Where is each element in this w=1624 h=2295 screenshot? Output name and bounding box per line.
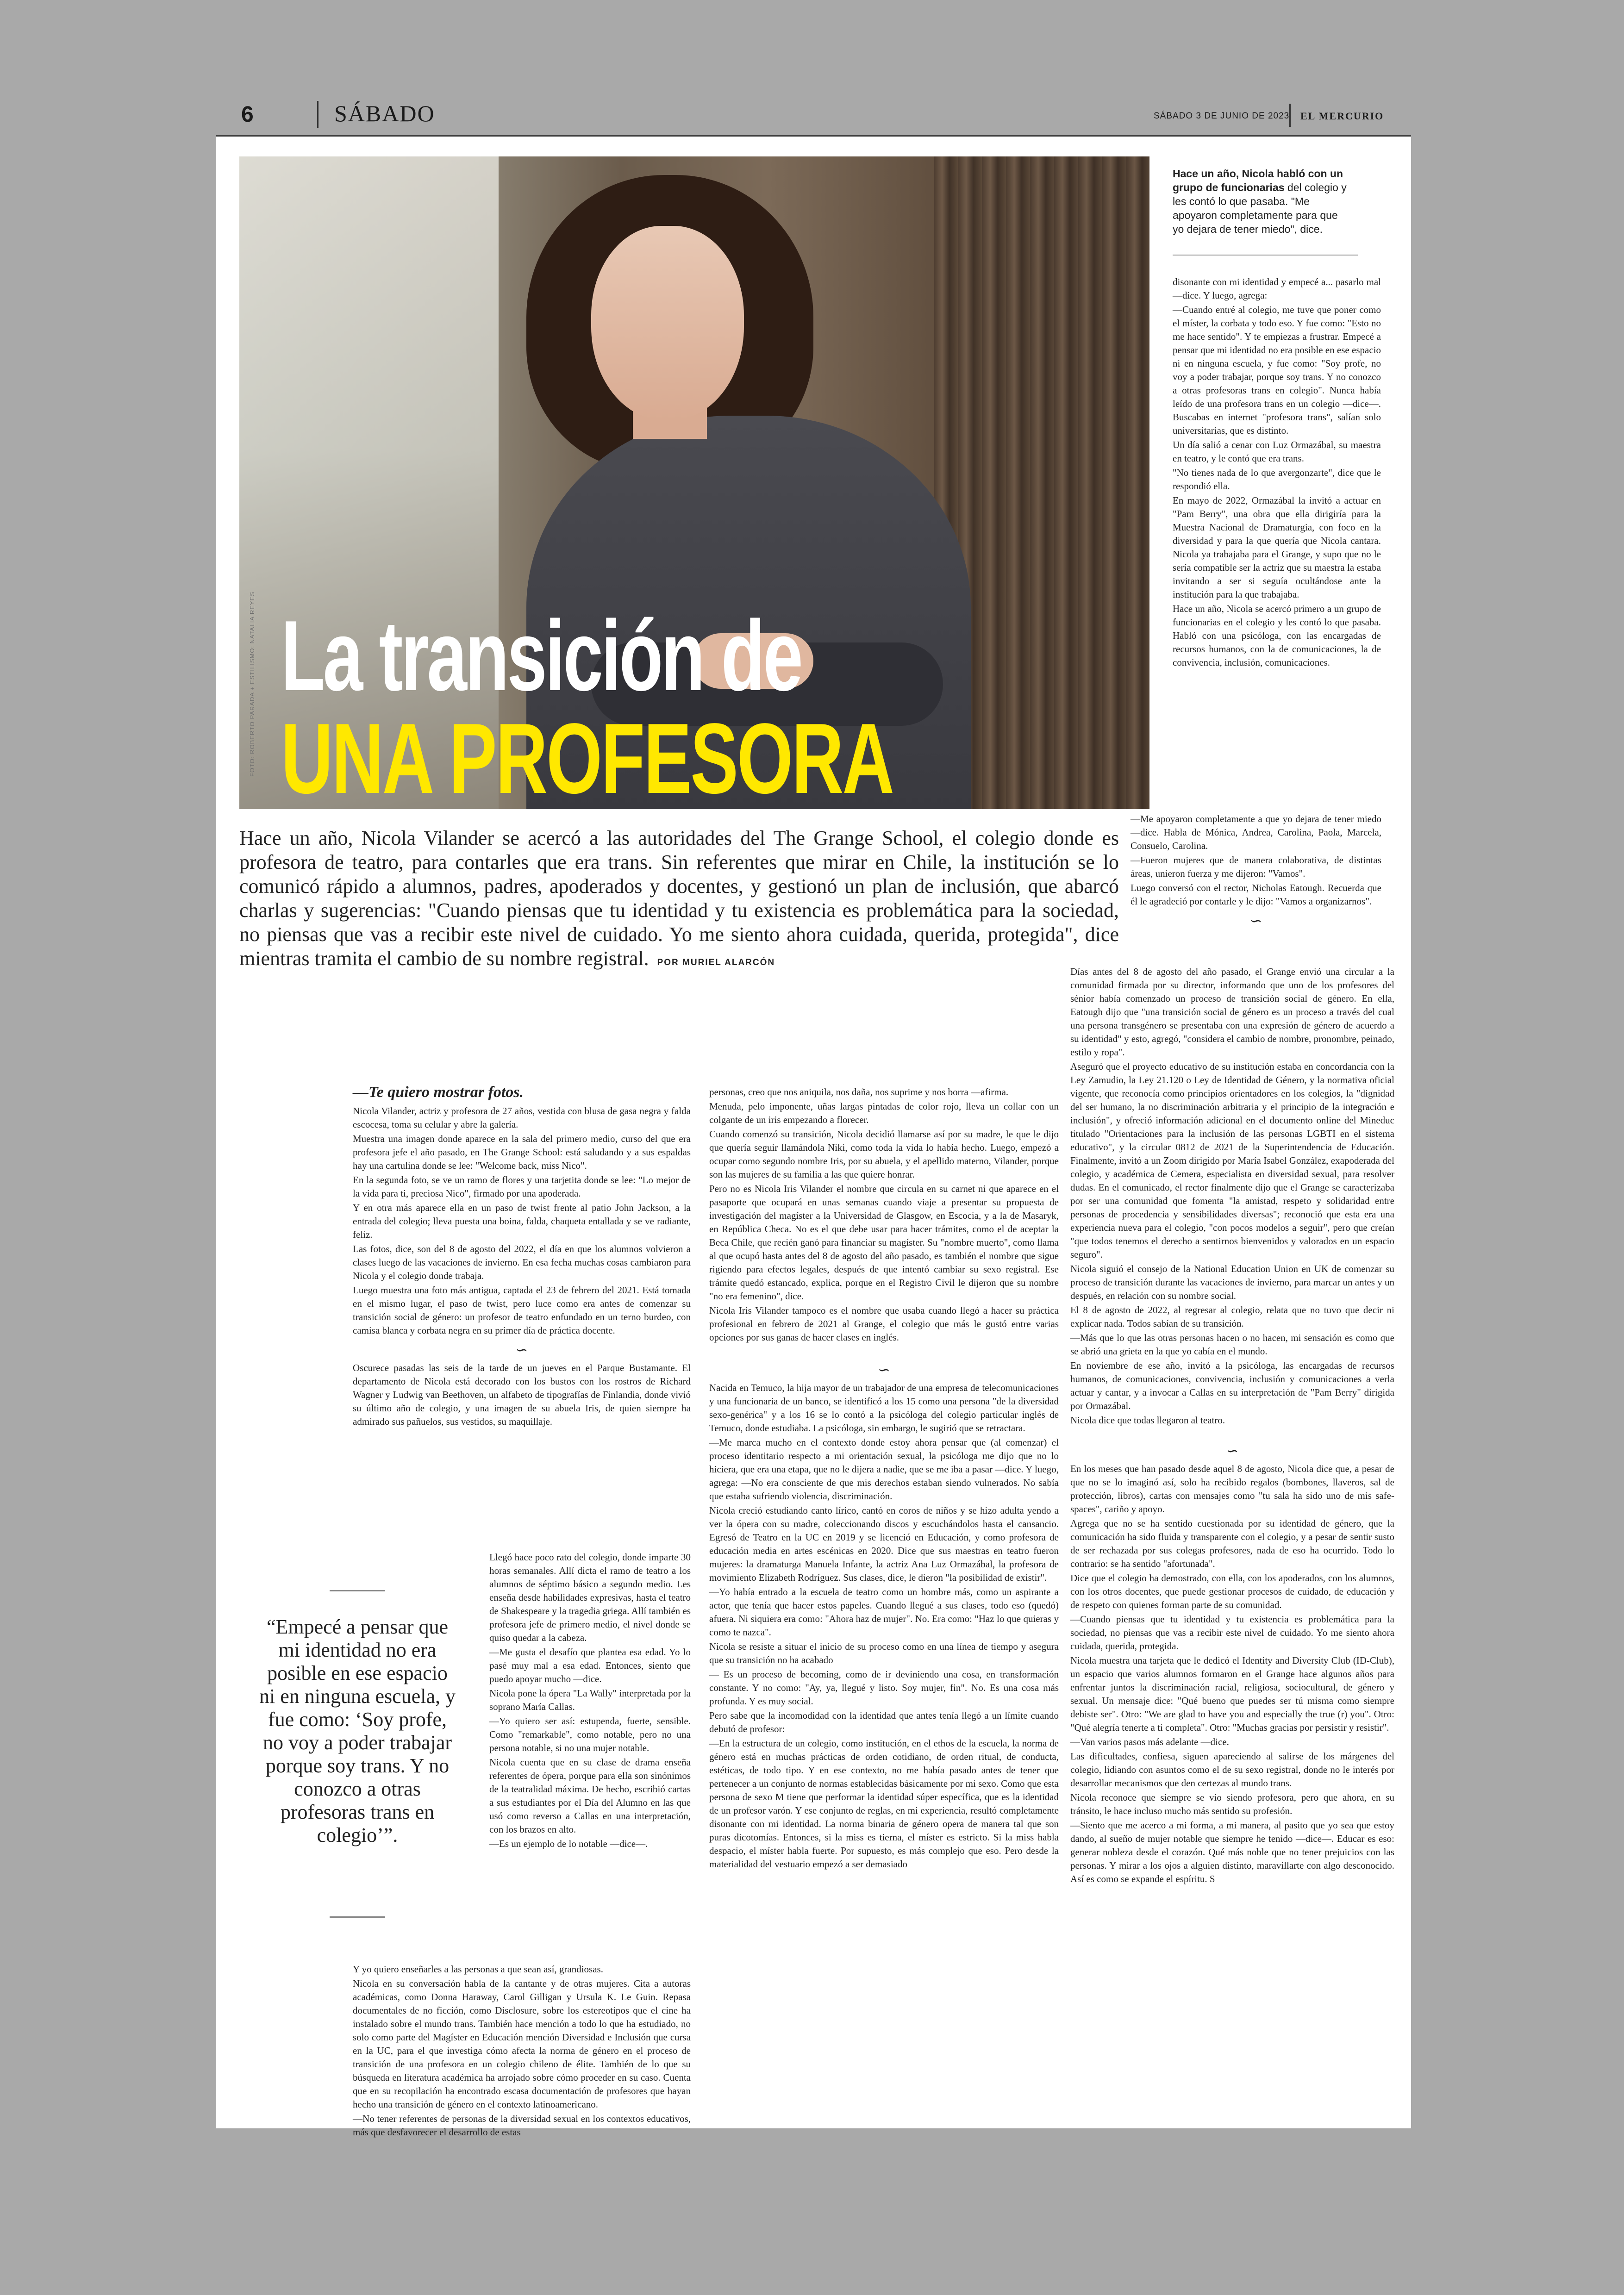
article-paragraph: Nicola pone la ópera "La Wally" interpretada por la soprano María Callas. bbox=[489, 1688, 691, 1712]
header-divider bbox=[1289, 104, 1291, 127]
article-paragraph: —Es un ejemplo de lo notable —dice—. bbox=[489, 1838, 648, 1849]
issue-date: SÁBADO 3 DE JUNIO DE 2023 bbox=[1154, 111, 1290, 121]
article-paragraph: Nicola cuenta que en su clase de drama enseña referentes de ópera, porque para ella son sinónimos de la teatralidad máxima. De hecho, escribió cartas a sus estudiantes por el Día del Alumno en las que usó como reverso a Callas en una interpretación, con los brazos en alto. bbox=[489, 1757, 691, 1835]
headline-line-2: UNA PROFESORA bbox=[281, 702, 893, 809]
article-paragraph: Cuando comenzó su transición, Nicola decidió llamarse así por su madre, le que le dijo que quería seguir llamándola Niki, como toda la vida lo había hecho. Luego, empezó a ocupar como segundo nombre Iris, por su abuela, y el apellido materno, Vilander, porque son las mujeres de su familia a las que quiere honrar. bbox=[709, 1129, 1059, 1180]
article-column-2 bbox=[709, 1085, 1059, 1872]
article-column-1 bbox=[353, 1083, 691, 1429]
article-paragraph: —Fueron mujeres que de manera colaborativa, de distintas áreas, unieron fuerza y me dijeron: "Vamos". bbox=[1131, 854, 1381, 879]
article-paragraph: El 8 de agosto de 2022, al regresar al colegio, relata que no tuvo que decir ni explicar nada. Todos sabían de su transición. bbox=[1070, 1304, 1394, 1329]
col1b-block bbox=[353, 1361, 691, 1428]
article-paragraph: Llegó hace poco rato del colegio, donde imparte 30 horas semanales. Allí dicta el ramo de teatro a los alumnos de séptimo básico a segundo medio. Les enseña desde habilidades expresivas, hasta el teatro de Shakespeare y la tragedia griega. Allí también es profesora jefe de primero medio, el nivel donde se quiso quedar a la cabeza. bbox=[489, 1552, 691, 1643]
section-ornament: ∽ bbox=[878, 1361, 890, 1378]
article-paragraph: Aseguró que el proyecto educativo de su institución estaba en concordancia con la Ley Zamudio, la Ley 21.120 o Ley de Identidad de Género, y la normativa oficial vigente, que reconocía como principios orientadores en los colegios, la "dignidad del ser humano, la no discriminación arbitraria y el principio de la integración e inclusión", y ofreció información adicional en el documento online del Mineduc titulado "Orientaciones para la inclusión de las personas LGBTI en el sistema educativo", y la circular 0812 de 2021 de la Superintendencia de Educación. Finalmente, invitó a un Zoom dirigido por María Isabel González, exapoderada del colegio, y académica de Cemera, especialista en diversidad sexual, para resolver dudas. En el comunicado, el rector finalmente dijo que el Grange se caracterizaba por ser una comunidad que fomenta "la amistad, respeto y solidaridad entre personas de procedencia y sensibilidades diversas"; reconoció que esta era una experiencia nueva para el colegio, "con pocos modelos a seguir", pero que creían "que todos tenemos el derecho a sentirnos bienvenidos y valorados en un espacio seguro". bbox=[1070, 1061, 1394, 1260]
article-paragraph: Un día salió a cenar con Luz Ormazábal, su maestra en teatro, y le contó que era trans. bbox=[1173, 439, 1381, 464]
article-paragraph: En la segunda foto, se ve un ramo de flores y una tarjetita donde se lee: "Lo mejor de la vida para ti, preciosa Nico", firmado por una apoderada. bbox=[353, 1174, 691, 1199]
lead-subhead: —Te quiero mostrar fotos. bbox=[353, 1084, 524, 1101]
photo-caption bbox=[1173, 167, 1349, 236]
article-paragraph: personas, creo que nos aniquila, nos daña, nos suprime y nos borra —afirma. bbox=[709, 1086, 1009, 1098]
lede-text: Hace un año, Nicola Vilander se acercó a las autoridades del The Grange School, el colegio donde es profesora de teatro, para contarles que era trans. Sin referentes que mirar en Chile, la institución se lo comunicó rápido a alumnos, padres, apoderados y docentes, y gestionó un plan de inclusión, que abarcó charlas y sugerencias: "Cuando piensas que tu identidad y tu existencia es problemática para la sociedad, no piensas que vas a recibir este nivel de cuidado. Yo me siento ahora cuidada, querida, protegida", dice mientras tramita el cambio de su nombre registral. bbox=[239, 827, 1119, 970]
col1d-block bbox=[353, 1963, 691, 2139]
article-column-1-bottom bbox=[353, 1963, 691, 2140]
article-paragraph: Hace un año, Nicola se acercó primero a un grupo de funcionarias en el colegio y les contó lo que pasaba. Habló con una psicóloga, con las encargadas de recursos humanos, con la de comunicaciones, la de convivencia, inclusión, comunicaciones. bbox=[1173, 603, 1381, 668]
article-paragraph: —Siento que me acerco a mi forma, a mi manera, al pasito que yo sea que estoy dando, al sueño de mujer notable que siempre he tenido —dice—. Educar es eso: generar nobleza desde el corazón. Qué más noble que no tener prejuicios con las personas. Y mirar a los ojos a alguien distinto, maravillarte con algo desconocido. Así es como se expande el espíritu. S bbox=[1070, 1820, 1394, 1884]
article-paragraph: —Me marca mucho en el contexto donde estoy ahora pensar que (al comenzar) el proceso identitario respecto a mi orientación sexual, la psicóloga me dijo que no lo hiciera, que era una etapa, que no le dijera a nadie, que se me iba a pasar —dice. Y luego, agrega: —No era consciente de que mis derechos estaban siendo vulnerados. No sabía que estaba sufriendo violencia, discriminación. bbox=[709, 1437, 1059, 1502]
section-name: SÁBADO bbox=[334, 100, 435, 126]
article-paragraph: Nicola creció estudiando canto lírico, cantó en coros de niños y se hizo adulta yendo a ver la ópera con su madre, coleccionando discos y escuchándolos hasta el cansancio. Egresó de Teatro en la UC en 2019 y se licenció en Educación, y como profesora de educación media en artes escénicas en 2020. Dice que sus maestras en teatro fueron mujeres: la dramaturga Manuela Infante, la actriz Ana Luz Ormazábal, la profesora de movimiento Elizabeth Rodríguez. Sus clases, dice, le dieron "la posibilidad de existir". bbox=[709, 1505, 1059, 1583]
article-paragraph: Nicola reconoce que siempre se vio siendo profesora, pero que ahora, en su tránsito, le hace incluso mucho más sentido su profesión. bbox=[1070, 1792, 1394, 1816]
article-paragraph: En mayo de 2022, Ormazábal la invitó a actuar en "Pam Berry", una obra que ella dirigiría para la Muestra Nacional de Dramaturgia, con foco en la diversidad y para la que quería que Nicola cantara. Nicola ya trabajaba para el Grange, y supo que no le sería compatible ser la actriz que su maestra la estaba invitando a ser si seguía ocultándose ante la institución para la que trabajaba. bbox=[1173, 495, 1381, 600]
section-ornament: ∽ bbox=[515, 1341, 528, 1359]
col3b-block bbox=[1131, 812, 1381, 908]
article-paragraph: —Van varios pasos más adelante —dice. bbox=[1070, 1736, 1229, 1747]
article-column-1-inset bbox=[489, 1551, 691, 1852]
article-paragraph: — Es un proceso de becoming, como de ir deviniendo una cosa, en transformación constante. Y no como: "Ay, ya, llegué y listo. Soy mujer, fin". No. Es una cosa más profunda. Y es muy social. bbox=[709, 1669, 1059, 1707]
newspaper-page bbox=[216, 137, 1411, 2138]
article-paragraph: Y yo quiero enseñarles a las personas a que sean así, grandiosas. bbox=[353, 1964, 603, 1975]
article-paragraph: —Cuando piensas que tu identidad y tu existencia es problemática para la sociedad, no piensas que vas a recibir este nivel de cuidado. Yo me siento ahora cuidada, querida, protegida. bbox=[1070, 1614, 1394, 1652]
pullquote-rule-bottom bbox=[330, 1916, 385, 1918]
article-paragraph: Menuda, pelo imponente, uñas largas pintadas de color rojo, lleva un collar con un colgante de un iris empezando a florecer. bbox=[709, 1101, 1059, 1125]
article-paragraph: Pero no es Nicola Iris Vilander el nombre que circula en su carnet ni que aparece en el pasaporte que ocupará en unas semanas cuando viaje a presentar su propuesta de investigación del magíster a la Universidad de Glasgow, en Escocia, y a la de Masaryk, en República Checa. No es el que debe usar para hacer trámites, como el de aceptar la Beca Chile, que recién ganó para financiar su magíster. Su "nombre muerto", como llama al que ocupó hasta antes del 8 de agosto del año pasado, es también el nombre que sigue rigiendo para efectos legales, después de que intentó cambiar su sexo registral. Ese trámite quedó estancado, explica, porque en el Registro Civil le dijeron que su nombre "no era femenino", dice. bbox=[709, 1183, 1059, 1302]
col1a-block bbox=[353, 1104, 691, 1337]
article-column-3-lower bbox=[1070, 965, 1394, 1887]
masthead-logo: EL MERCURIO bbox=[1300, 110, 1384, 122]
article-paragraph: —Yo quiero ser así: estupenda, fuerte, sensible. Como "remarkable", como notable, pero no una persona notable, si no una mujer notable. bbox=[489, 1715, 691, 1753]
photo-face bbox=[591, 226, 744, 420]
article-column-3-top bbox=[1173, 275, 1381, 670]
article-paragraph: Nicola muestra una tarjeta que le dedicó el Identity and Diversity Club (ID-Club), un espacio que varios alumnos formaron en el Grange hace algunos años para enfrentar juntos la discriminación racial, religiosa, sociocultural, de género y sexual. Un mensaje dice: "Qué bueno que puedes ser tú misma como siempre debiste ser". Otro: "We are glad to have you and especially the true (r) you". Otro: "Qué alegría tenerte a ti completa". Otro: "Muchas gracias por persistir y resistir". bbox=[1070, 1655, 1394, 1733]
byline: POR MURIEL ALARCÓN bbox=[657, 958, 775, 967]
article-paragraph: Y en otra más aparece ella en un paso de twist frente al patio John Jackson, a la entrada del colegio; lleva puesta una boina, falda, chaqueta entallada y se ve radiante, feliz. bbox=[353, 1202, 691, 1240]
section-ornament: ∽ bbox=[1249, 912, 1262, 929]
article-paragraph: En noviembre de ese año, invitó a la psicóloga, las encargadas de recursos humanos, de comunicaciones, convivencia, inclusión y comunicaciones a verla actuar y cantar, y a invocar a Callas en su interpretación de "Pam Berry" dirigida por Ormazábal. bbox=[1070, 1360, 1394, 1411]
caption-rule bbox=[1173, 255, 1358, 256]
section-ornament: ∽ bbox=[1226, 1442, 1239, 1459]
article-paragraph: Las fotos, dice, son del 8 de agosto del 2022, el día en que los alumnos volvieron a clases luego de las vacaciones de invierno. En esa fecha muchas cosas cambiaron para Nicola y el colegio donde trabaja. bbox=[353, 1243, 691, 1281]
article-paragraph: Dice que el colegio ha demostrado, con ella, con los apoderados, con los alumnos, con los otros docentes, que puede gestionar procesos de cuidado, de educación y de respeto con quienes forman parte de su comunidad. bbox=[1070, 1572, 1394, 1610]
pullquote-rule-top bbox=[330, 1590, 385, 1591]
col3d-block bbox=[1070, 1462, 1394, 1886]
page-header bbox=[216, 97, 1411, 139]
caption-text: del colegio y les contó lo que pasaba. "Me apoyaron completamente para que yo dejara de tener miedo", dice. bbox=[1173, 181, 1347, 235]
article-paragraph: —No tener referentes de personas de la diversidad sexual en los contextos educativos, más que desfavorecer el desarrollo de estas bbox=[353, 2113, 691, 2138]
col1c-block bbox=[489, 1551, 691, 1851]
article-paragraph: Luego muestra una foto más antigua, captada el 23 de febrero del 2021. Está tomada en el mismo lugar, el paso de twist, pero luce como era antes de comenzar su transición social de género: un profesor de teatro enfundado en un terno burdeo, con camisa blanca y corbata negra en su primer día de práctica docente. bbox=[353, 1285, 691, 1336]
col2b-block bbox=[709, 1381, 1059, 1871]
headline bbox=[281, 599, 1131, 809]
article-paragraph: —Yo había entrado a la escuela de teatro como un hombre más, como un aspirante a actor, que tenía que hacer estos papeles. Cuando llegué a sus clases, todo eso (quedó) afuera. Ni siquiera era como: "Ahora haz de mujer". No. Era como: "Haz lo que quieras y como te nazca". bbox=[709, 1586, 1059, 1638]
article-paragraph: Nacida en Temuco, la hija mayor de un trabajador de una empresa de telecomunicaciones y una funcionaria de un banco, se identificó a los 15 como una persona "de la diversidad sexo-genérica" y a los 16 se lo contó a la psicóloga del colegio particular inglés de Temuco, donde estudiaba. La psicóloga, sin embargo, le sugirió que se retractara. bbox=[709, 1382, 1059, 1434]
article-paragraph: Nicola se resiste a situar el inicio de su proceso como en una línea de tiempo y asegura que su transición no ha acabado bbox=[709, 1641, 1059, 1665]
article-paragraph: Pero sabe que la incomodidad con la identidad que antes tenía llegó a un límite cuando debutó de profesor: bbox=[709, 1710, 1059, 1734]
headline-line-1: La transición de bbox=[281, 599, 801, 711]
article-paragraph: En los meses que han pasado desde aquel 8 de agosto, Nicola dice que, a pesar de que no se lo imaginó así, solo ha recibido regalos (bombones, llaveros, sal de protección, libros), cartas con mensajes como "tu sala ha sido uno de mis safe-spaces", cariño y apoyo. bbox=[1070, 1463, 1394, 1515]
article-paragraph: —Me gusta el desafío que plantea esa edad. Yo lo pasé muy mal a esa edad. Entonces, siento que puedo apoyar mucho —dice. bbox=[489, 1646, 691, 1684]
portrait-photo bbox=[239, 156, 1149, 809]
page-number: 6 bbox=[241, 102, 254, 127]
article-column-3-mid bbox=[1131, 812, 1381, 932]
article-paragraph: —En la estructura de un colegio, como institución, en el ethos de la escuela, la norma de género está en muchas prácticas de orden cotidiano, de orden ritual, de conducta, estéticas, de todo tipo. Y en ese contexto, no me había pasado antes de tener que pertenecer a un conjunto de normas establecidas básicamente por mi sexo. Como que esta persona de sexo M tiene que performar la identidad súper específica, que es la identidad de un profesor varón. Y ese conjunto de reglas, en mi experiencia, resultó completamente disonante con mi identidad. La norma binaria de género opera de manera tal que son puras dicotomías. Entonces, si la miss es tierna, el míster es estricto. Si la miss habla despacio, el míster habla fuerte. Por supuesto, es más complejo que eso. Pero desde la materialidad del vestuario empezó a ser demasiado bbox=[709, 1738, 1059, 1870]
article-paragraph: Nicola en su conversación habla de la cantante y de otras mujeres. Cita a autoras académicas, como Donna Haraway, Carol Gilligan y Ursula K. Le Guin. Repasa documentales de no ficción, como Disclosure, sobre los estereotipos que el cine ha instalado sobre el mundo trans. También hace mención a todo lo que ha estudiado, no solo como parte del Magíster en Educación mención Diversidad e Inclusión que cursa en la UC, para el que investiga cómo afecta la norma de género en el proceso de transición de una profesora en un colegio chileno de élite. También de lo que su búsqueda en literatura académica ha arrojado sobre cómo proceder en su caso. Cuenta que en su recopilación ha encontrado escasa documentación de profesores que hayan hecho una transición de género en el contexto latinoamericano. bbox=[353, 1978, 691, 2110]
article-paragraph: Nicola Vilander, actriz y profesora de 27 años, vestida con blusa de gasa negra y falda escocesa, toma su celular y abre la galería. bbox=[353, 1105, 691, 1130]
article-paragraph: Muestra una imagen donde aparece en la sala del primero medio, curso del que era profesora jefe el año pasado, en The Grange School: está saludando y a sus espaldas hay una cartulina donde se lee: "Welcome back, miss Nico". bbox=[353, 1133, 691, 1171]
pull-quote: “Empecé a pensar que mi identidad no era posible en ese espacio ni en ninguna escuela, y fue como: ‘Soy profe, no voy a poder trabajar porque soy trans. Y no conozco a otras profesoras trans en colegio’”. bbox=[259, 1615, 456, 1846]
article-paragraph: disonante con mi identidad y empecé a... pasarlo mal —dice. Y luego, agrega: bbox=[1173, 276, 1381, 301]
article-paragraph: Nicola dice que todas llegaron al teatro. bbox=[1070, 1415, 1225, 1426]
article-paragraph: Nicola siguió el consejo de la National Education Union en UK de comenzar su proceso de transición durante las vacaciones de invierno, para marcar un antes y un después, en relación con su nombre social. bbox=[1070, 1263, 1394, 1301]
photo-credit: FOTO: ROBERTO PARADA + ESTILISMO: NATALIA REYES bbox=[249, 592, 256, 777]
article-paragraph: Agrega que no se ha sentido cuestionada por su identidad de género, que la comunicación ha sido fluida y transparente con el colegio, y a pesar de sentir susto de ser rechazada por sus colegas profesores, nada de eso ha ocurrido. Todo lo contrario: se ha sentido "afortunada". bbox=[1070, 1518, 1394, 1569]
article-paragraph: —Me apoyaron completamente a que yo dejara de tener miedo —dice. Habla de Mónica, Andrea, Carolina, Paola, Marcela, Consuelo, Carolina. bbox=[1131, 813, 1381, 851]
article-paragraph: "No tienes nada de lo que avergonzarte", dice que le respondió ella. bbox=[1173, 467, 1381, 492]
article-paragraph: Nicola Iris Vilander tampoco es el nombre que usaba cuando llegó a hacer su práctica profesional en febrero de 2021 al Grange, el colegio que más le gustó entre varias opciones por sus ganas de hacer clases en inglés. bbox=[709, 1305, 1059, 1343]
col3c-block bbox=[1070, 965, 1394, 1427]
lede bbox=[239, 826, 1119, 975]
col2a-block bbox=[709, 1085, 1059, 1344]
caption-bold: Hace un año, Nicola habló con un grupo de funcionarias bbox=[1173, 168, 1343, 193]
article-paragraph: —Más que lo que las otras personas hacen o no hacen, mi sensación es como que se abrió una grieta en la que yo cabía en el mundo. bbox=[1070, 1332, 1394, 1357]
article-paragraph: Luego conversó con el rector, Nicholas Eatough. Recuerda que él le agradeció por contarle y le dijo: "Vamos a organizarnos". bbox=[1131, 882, 1381, 907]
article-paragraph: Las dificultades, confiesa, siguen apareciendo al salirse de los márgenes del colegio, lidiando con asuntos como el de su sexo registral, donde no le interés por desarrollar mecanismos que den certezas al mundo trans. bbox=[1070, 1751, 1394, 1789]
article-paragraph: —Cuando entré al colegio, me tuve que poner como el míster, la corbata y todo eso. Y fue como: "Esto no me hace sentido". Y te empiezas a frustrar. Empecé a pensar que mi identidad no era posible en ese espacio ni en ninguna escuela, y fue como: "Soy profe, no voy a poder trabajar, porque soy trans. Y no conozco a otras profesoras trans en colegio". Nunca había leído de una profesora trans en un colegio —dice—. Buscabas en internet "profesora trans", salían solo universitarias, que es distinto. bbox=[1173, 304, 1381, 436]
article-paragraph: Oscurece pasadas las seis de la tarde de un jueves en el Parque Bustamante. El departamento de Nicola está decorado con los bustos con los rostros de Richard Wagner y Ludwig van Beethoven, un alfabeto de tipografías de Finlandia, donde vivió su último año de colegio, y una imagen de su abuela Iris, de quien siempre ha admirado sus pañuelos, sus vestidos, su maquillaje. bbox=[353, 1362, 691, 1427]
article-paragraph: Días antes del 8 de agosto del año pasado, el Grange envió una circular a la comunidad firmada por su director, informando que uno de los profesores del sénior había comenzado un proceso de transición social de género. En ella, Eatough dijo que "una transición social de género es un proceso a través del cual una persona transgénero se presentaba con una expresión de género de acuerdo a su identidad" y esto, agregó, "considera el cambio de nombre, pronombre, peinado, estilo y ropa". bbox=[1070, 966, 1394, 1058]
header-divider bbox=[317, 101, 319, 128]
